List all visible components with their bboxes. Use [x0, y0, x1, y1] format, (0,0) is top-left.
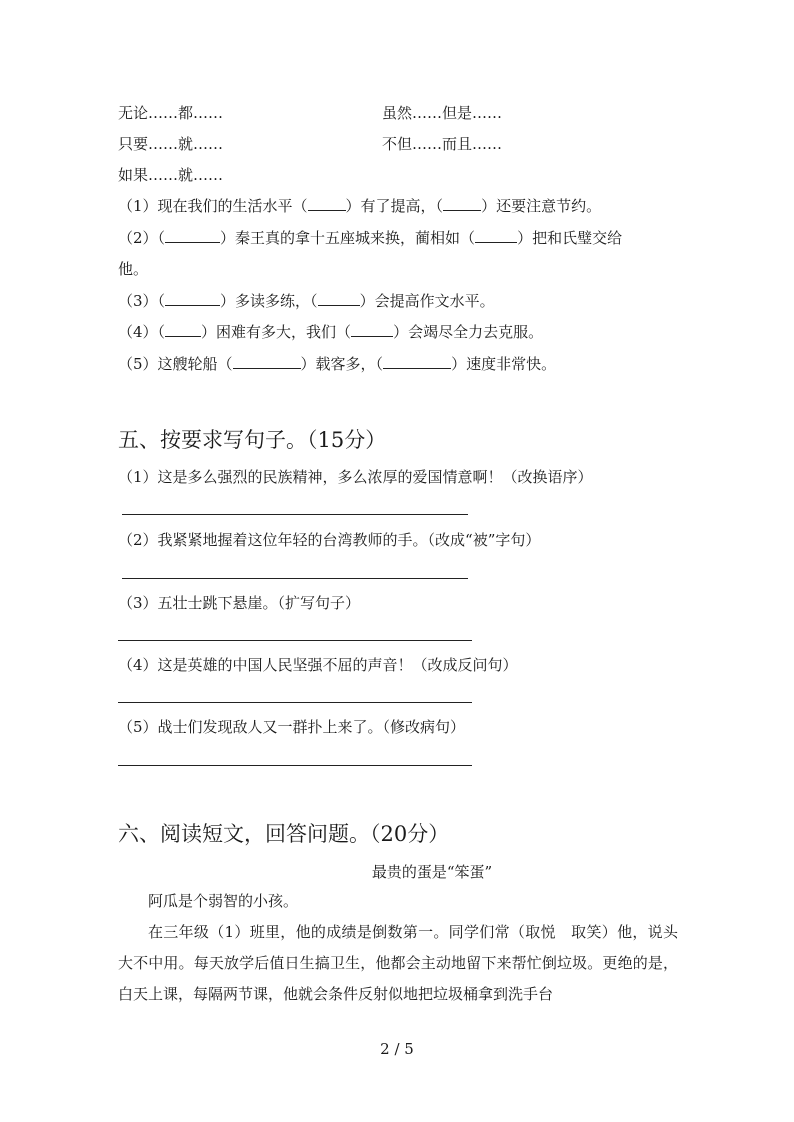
fill-question-1 [118, 196, 601, 216]
conjunction-pair: 不但……而且…… [382, 135, 503, 153]
section-5-title: 五、按要求写句子。（15分） [118, 428, 387, 452]
answer-blank[interactable] [443, 196, 481, 211]
answer-blank[interactable] [308, 196, 346, 211]
answer-blank[interactable] [475, 228, 517, 243]
question-text: 他。 [118, 260, 149, 278]
rewrite-question-2: （2）我紧紧地握着这位年轻的台湾教师的手。（改成“被”字句） [118, 531, 541, 549]
answer-blank[interactable] [383, 354, 451, 369]
question-text: ）会竭尽全力去克服。 [393, 323, 544, 341]
conjunction-pair: 虽然……但是…… [382, 104, 503, 122]
answer-blank[interactable] [165, 228, 220, 243]
fill-question-3 [118, 291, 495, 311]
question-text: （4）（ [118, 323, 166, 341]
conjunction-pair: 无论……都…… [118, 104, 224, 122]
question-text: ）多读多练，（ [220, 292, 318, 310]
question-text: （5）这艘轮船（ [118, 355, 233, 373]
article-paragraph-1: 阿瓜是个弱智的小孩。 [148, 892, 299, 910]
answer-line-3[interactable] [118, 640, 472, 641]
conjunction-pair: 如果……就…… [118, 166, 224, 184]
question-text: ）把和氏璧交给 [517, 229, 623, 247]
answer-blank[interactable] [165, 291, 220, 306]
question-text: ）有了提高，（ [345, 197, 444, 215]
answer-line-1[interactable] [122, 514, 468, 515]
question-text: ）载客多，（ [300, 355, 384, 373]
answer-blank[interactable] [233, 354, 301, 369]
fill-question-4 [118, 322, 543, 342]
answer-blank[interactable] [318, 291, 360, 306]
word-bank-row-3 [118, 165, 223, 185]
rewrite-question-4: （4）这是英雄的中国人民坚强不屈的声音！（改成反问句） [118, 656, 518, 674]
rewrite-question-5: （5）战士们发现敌人又一群扑上来了。（修改病句） [118, 718, 466, 736]
rewrite-question-1: （1）这是多么强烈的民族精神，多么浓厚的爱国情意啊！（改换语序） [118, 468, 593, 486]
answer-line-5[interactable] [118, 765, 472, 766]
question-text: （2）（ [118, 229, 166, 247]
question-text: ）还要注意节约。 [481, 197, 602, 215]
fill-question-2-continuation [118, 259, 148, 279]
question-text: （3）（ [118, 292, 166, 310]
question-text: ）速度非常快。 [451, 355, 557, 373]
question-text: （1）现在我们的生活水平（ [118, 197, 308, 215]
fill-question-5 [118, 354, 556, 374]
article-paragraph-2: 在三年级（1）班里，他的成绩是倒数第一。同学们常（取悦 取笑）他，说头大不中用。每天放学后值日生搞卫生，他都会主动地留下来帮忙倒垃圾。更绝的是，白天上课，每隔两节课，他就会条件反射似地把垃圾桶拿到洗手台 [118, 923, 678, 1003]
rewrite-question-3: （3）五壮士跳下悬崖。（扩写句子） [118, 594, 361, 612]
word-bank-row-1 [118, 103, 503, 123]
word-bank-row-2 [118, 134, 503, 154]
conjunction-pair: 只要……就…… [118, 135, 224, 153]
question-text: ）秦王真的拿十五座城来换，蔺相如（ [220, 229, 476, 247]
answer-blank[interactable] [351, 322, 393, 337]
section-6-title: 六、阅读短文，回答问题。（20分） [118, 822, 450, 846]
answer-line-4[interactable] [118, 702, 472, 703]
article-title: 最贵的蛋是“笨蛋” [371, 863, 493, 881]
question-text: ）困难有多大，我们（ [201, 323, 352, 341]
answer-blank[interactable] [165, 322, 201, 337]
fill-question-2 [118, 228, 622, 248]
question-text: ）会提高作文水平。 [359, 292, 495, 310]
page-number: 2 / 5 [380, 1040, 414, 1058]
answer-line-2[interactable] [122, 578, 468, 579]
